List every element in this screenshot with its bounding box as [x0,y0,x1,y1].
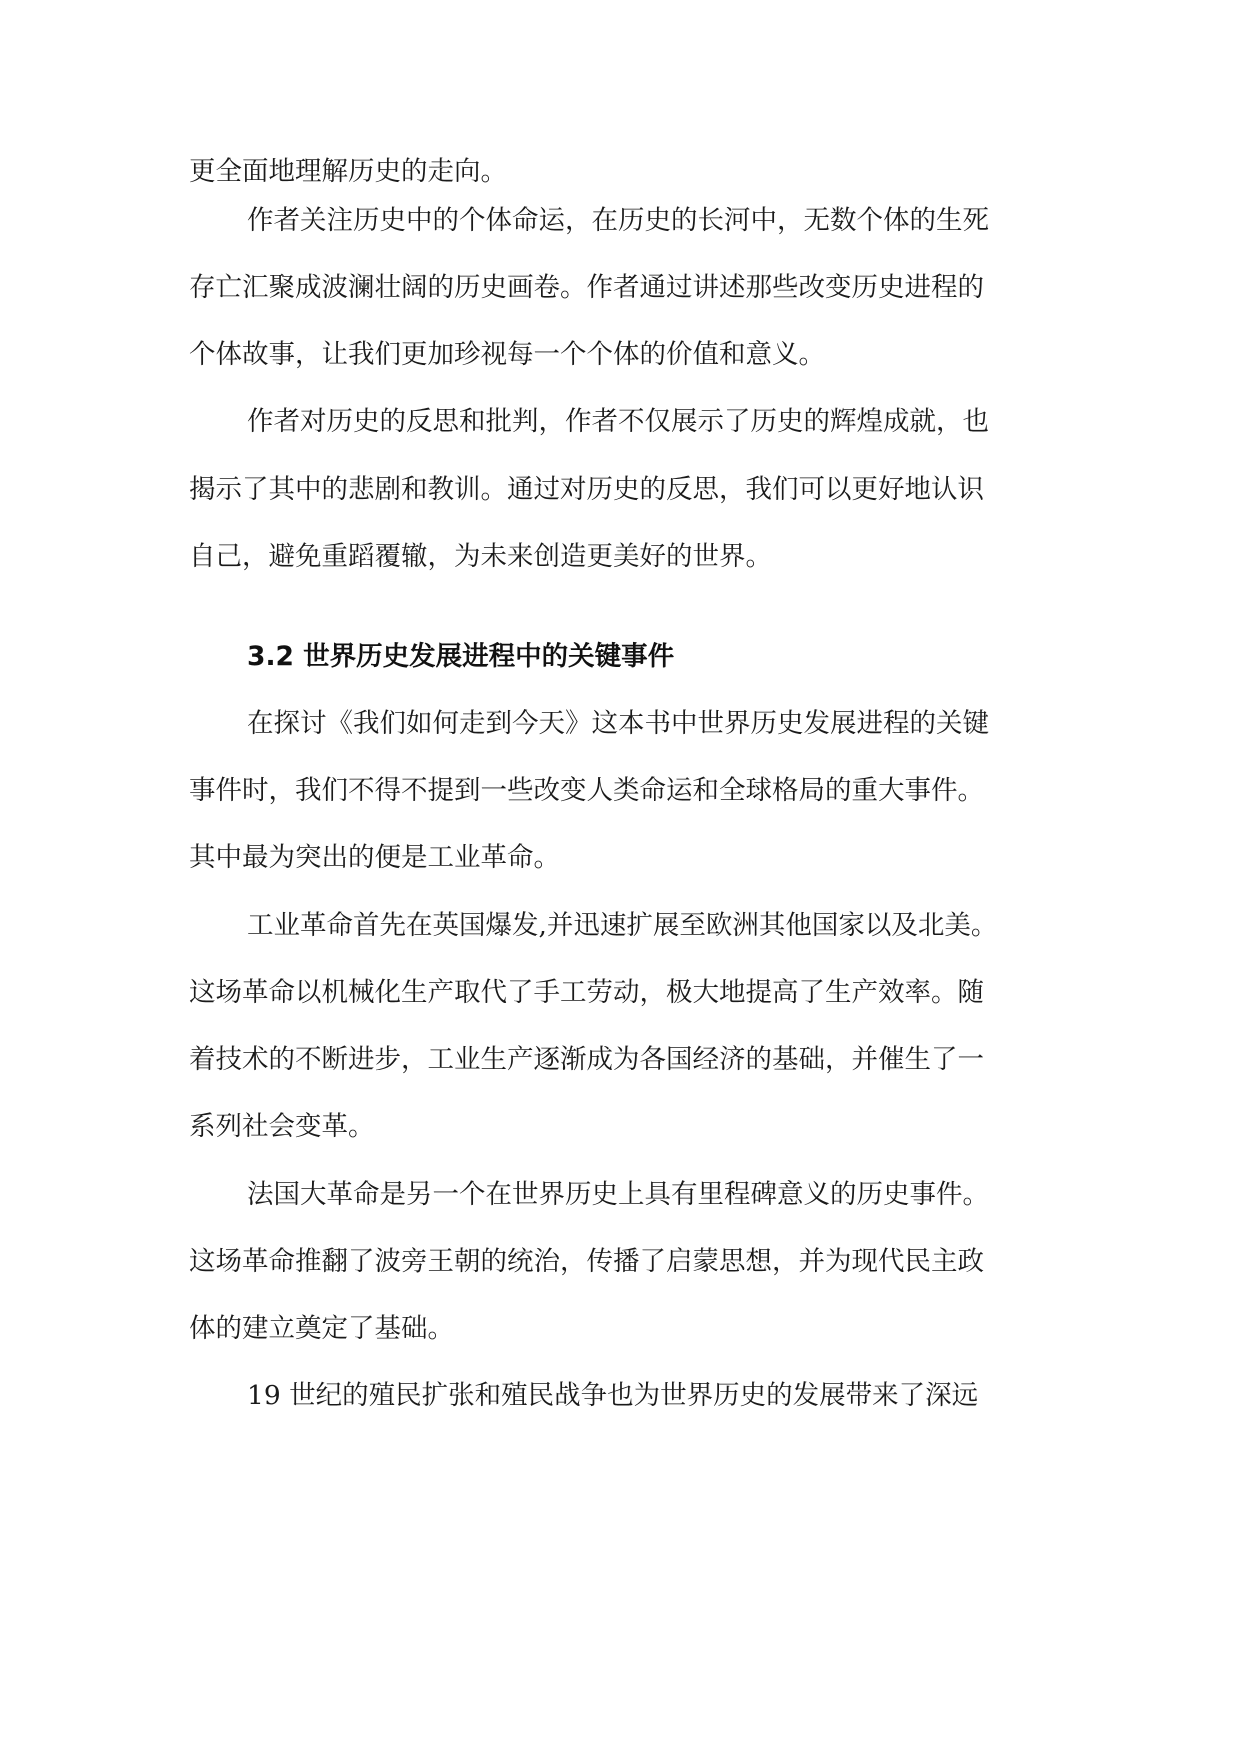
paragraph-line: 法国大革命是另一个在世界历史上具有里程碑意义的历史事件。 [247,1179,989,1210]
paragraph-line: 这场革命推翻了波旁王朝的统治，传播了启蒙思想，并为现代民主政 [189,1246,984,1277]
paragraph-line: 作者关注历史中的个体命运，在历史的长河中，无数个体的生死 [247,205,989,236]
paragraph-line: 揭示了其中的悲剧和教训。通过对历史的反思，我们可以更好地认识 [189,474,984,505]
paragraph-line: 其中最为突出的便是工业革命。 [189,842,560,873]
paragraph-line: 这场革命以机械化生产取代了手工劳动，极大地提高了生产效率。随 [189,977,984,1008]
paragraph-line: 存亡汇聚成波澜壮阔的历史画卷。作者通过讲述那些改变历史进程的 [189,272,984,303]
paragraph-line: 作者对历史的反思和批判，作者不仅展示了历史的辉煌成就，也 [247,406,989,437]
section-heading: 3.2 世界历史发展进程中的关键事件 [247,641,675,672]
paragraph-line: 自己，避免重蹈覆辙，为未来创造更美好的世界。 [189,541,772,572]
paragraph-line: 19 世纪的殖民扩张和殖民战争也为世界历史的发展带来了深远 [247,1380,979,1411]
paragraph-line: 工业革命首先在英国爆发,并迅速扩展至欧洲其他国家以及北美。 [247,910,998,941]
paragraph-line: 系列社会变革。 [189,1111,375,1142]
paragraph-line: 更全面地理解历史的走向。 [189,156,507,187]
paragraph-line: 个体故事，让我们更加珍视每一个个体的价值和意义。 [189,339,825,370]
paragraph-line: 体的建立奠定了基础。 [189,1313,454,1344]
paragraph-line: 在探讨《我们如何走到今天》这本书中世界历史发展进程的关键 [247,708,989,739]
paragraph-line: 事件时，我们不得不提到一些改变人类命运和全球格局的重大事件。 [189,775,984,806]
paragraph-line: 着技术的不断进步，工业生产逐渐成为各国经济的基础，并催生了一 [189,1044,984,1075]
